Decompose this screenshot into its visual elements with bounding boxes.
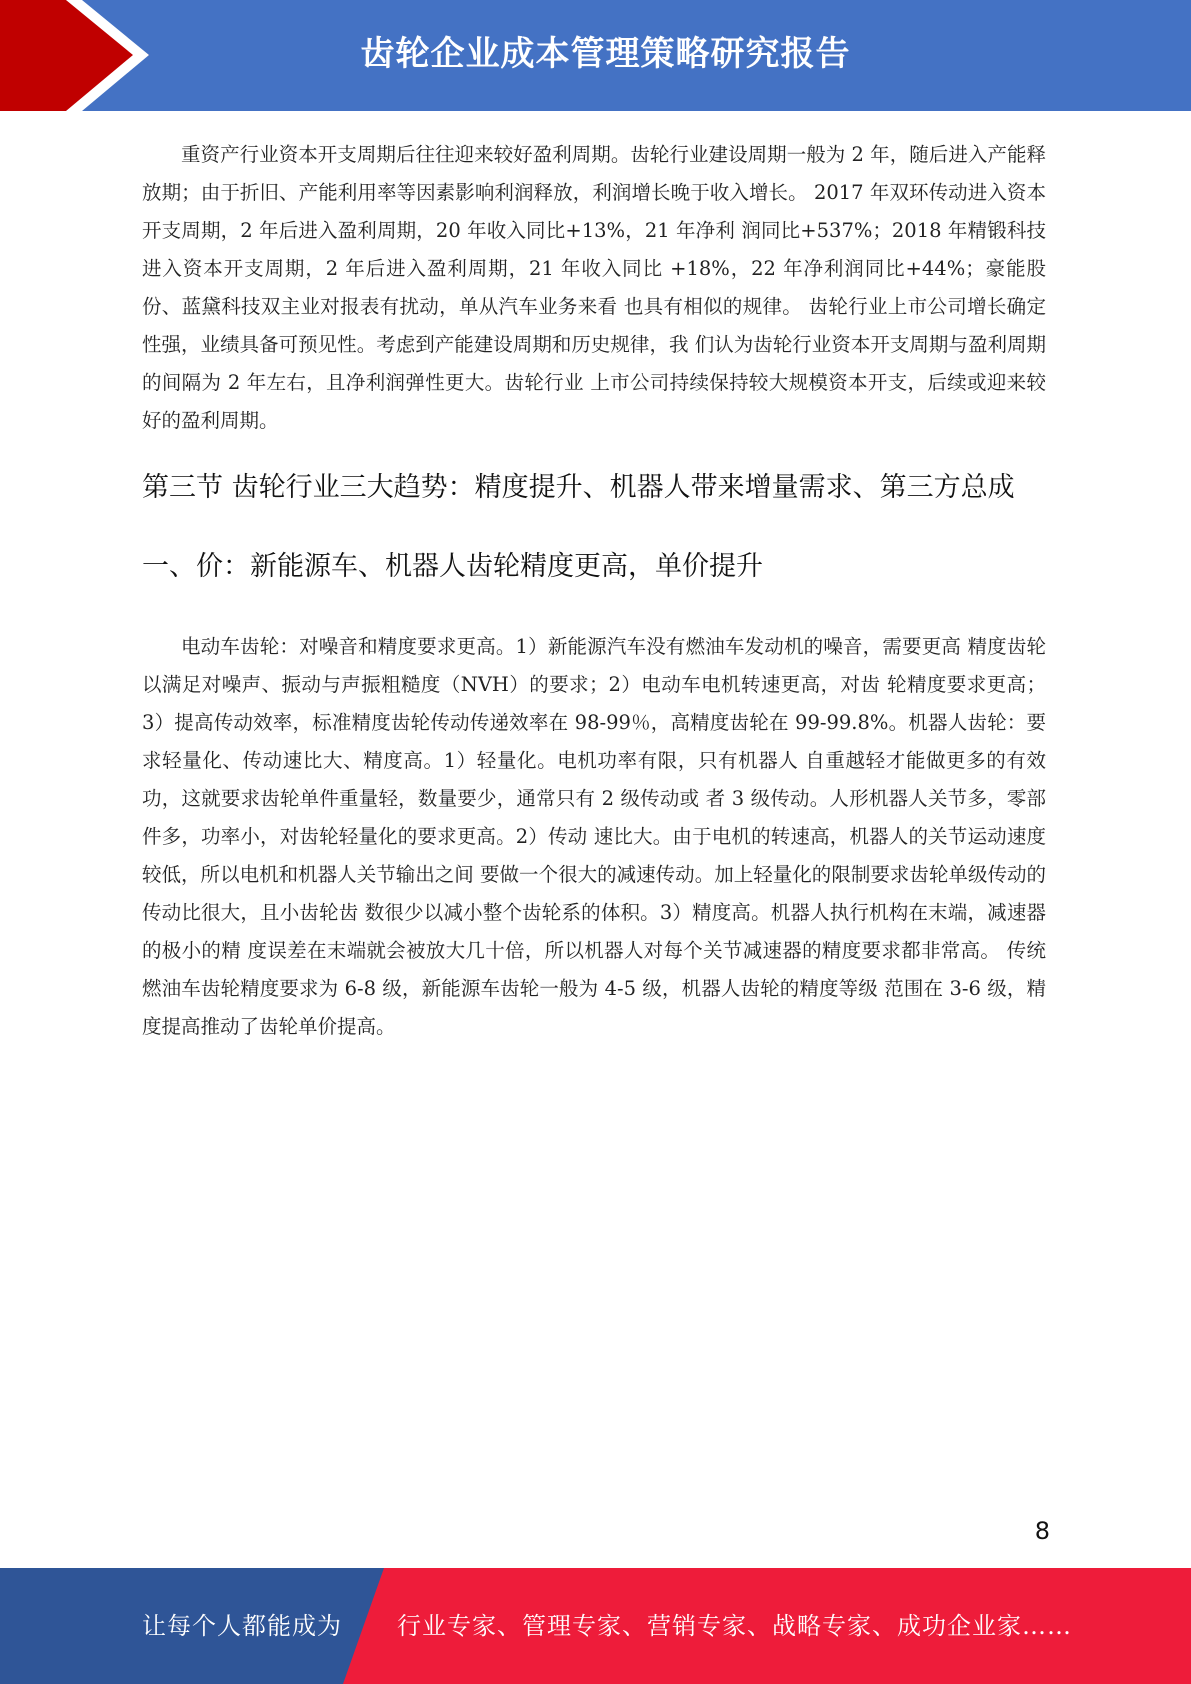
body-paragraph-gear-precision: 电动车齿轮：对噪音和精度要求更高。1）新能源汽车没有燃油车发动机的噪音，需要更高 精度齿轮以满足对噪声、振动与声振粗糙度（NVH）的要求；2）电动车电机转速更高，对齿 轮精度要求更高；3）提高传动效率，标准精度齿轮传动传递效率在 98-99％，高精度齿轮在 99-99.8%。机器人齿轮：要求轻量化、传动速比大、精度高。1）轻量化。电机功率有限，只有机器人 自重越轻才能做更多的有效功，这就要求齿轮单件重量轻，数量要少，通常只有 2 级传动或 者 3 级传动。人形机器人关节多，零部件多，功率小，对齿轮轻量化的要求更高。2）传动 速比大。由于电机的转速高，机器人的关节运动速度较低，所以电机和机器人关节输出之间 要做一个很大的减速传动。加上轻量化的限制要求齿轮单级传动的传动比很大，且小齿轮齿 数很少以减小整个齿轮系的体积。3）精度高。机器人执行机构在末端，减速器的极小的精 度误差在末端就会被放大几十倍，所以机器人对每个关节减速器的精度要求都非常高。 传统燃油车齿轮精度要求为 6-8 级，新能源车齿轮一般为 4-5 级，机器人齿轮的精度等级 范围在 3-6 级，精度提高推动了齿轮单价提高。 <box>142 635 1046 1038</box>
document-body <box>142 136 1046 1046</box>
document-title: 齿轮企业成本管理策略研究报告 <box>360 34 851 74</box>
footer-slogan-left: 让每个人都能成为 <box>142 1612 342 1640</box>
page-number: 8 <box>1034 1517 1050 1545</box>
section-heading: 第三节 齿轮行业三大趋势：精度提升、机器人带来增量需求、第三方总成 <box>142 472 1015 503</box>
body-paragraph-capex-cycle: 重资产行业资本开支周期后往往迎来较好盈利周期。齿轮行业建设周期一般为 2 年，随后进入产能释放期；由于折旧、产能利用率等因素影响利润释放，利润增长晚于收入增长。 2017 年双环传动进入资本开支周期，2 年后进入盈利周期，20 年收入同比+13%，21 年净利 润同比+537%；2018 年精锻科技进入资本开支周期，2 年后进入盈利周期，21 年收入同比 +18%，22 年净利润同比+44%；豪能股份、蓝黛科技双主业对报表有扰动，单从汽车业务来看 也具有相似的规律。 齿轮行业上市公司增长确定性强，业绩具备可预见性。考虑到产能建设周期和历史规律，我 们认为齿轮行业资本开支周期与盈利周期的间隔为 2 年左右，且净利润弹性更大。齿轮行业 上市公司持续保持较大规模资本开支，后续或迎来较好的盈利周期。 <box>142 143 1046 432</box>
footer-slogan-right: 行业专家、管理专家、营销专家、战略专家、成功企业家…… <box>397 1612 1072 1640</box>
page-footer <box>0 1568 1191 1684</box>
sub-heading-price: 一、价：新能源车、机器人齿轮精度更高，单价提升 <box>142 551 763 582</box>
page-header <box>0 0 1191 111</box>
